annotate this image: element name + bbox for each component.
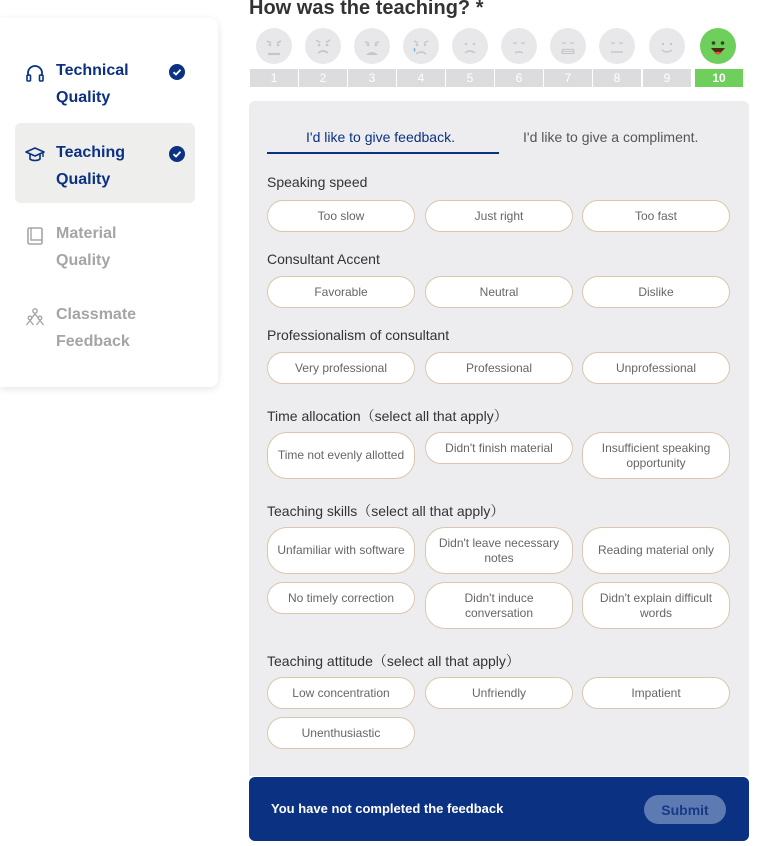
option-unfriendly[interactable]: Unfriendly [425, 677, 573, 709]
happy-face-icon [700, 28, 736, 64]
slightly-sad-face-icon [501, 28, 537, 64]
sad-face-icon [354, 28, 390, 64]
neutral-face-icon [599, 28, 635, 64]
feedback-panel [249, 101, 749, 776]
option-insufficient-speaking-opportunity[interactable]: Insufficient speaking opportunity [582, 432, 730, 479]
rating-face-4[interactable] [403, 28, 439, 64]
rating-face-7[interactable] [550, 28, 586, 64]
feedback-sidebar [0, 18, 218, 387]
rating-face-9[interactable] [649, 28, 685, 64]
tab-give-compliment[interactable]: I'd like to give a compliment. [523, 129, 699, 145]
tab-give-feedback[interactable]: I'd like to give feedback. [306, 129, 455, 145]
graduation-cap-icon [25, 145, 45, 165]
question-title: How was the teaching? * [249, 0, 484, 19]
angry-face-icon [256, 28, 292, 64]
option-just-right[interactable]: Just right [425, 200, 573, 232]
option-unenthusiastic[interactable]: Unenthusiastic [267, 717, 415, 749]
option-impatient[interactable]: Impatient [582, 677, 730, 709]
option-dislike[interactable]: Dislike [582, 276, 730, 308]
rating-face-5[interactable] [452, 28, 488, 64]
sidebar-item-label: Classmate Feedback [56, 306, 137, 350]
rating-number[interactable]: 1 [250, 69, 298, 87]
book-icon [25, 226, 45, 246]
headphones-icon [25, 63, 45, 83]
sidebar-item-teaching-quality[interactable] [15, 123, 195, 203]
sidebar-item-label: Material Quality [56, 225, 117, 269]
option-didnt-explain-difficult-words[interactable]: Didn't explain difficult words [582, 582, 730, 629]
option-unprofessional[interactable]: Unprofessional [582, 352, 730, 384]
option-unfamiliar-with-software[interactable]: Unfamiliar with software [267, 527, 415, 574]
rating-number[interactable]: 6 [495, 69, 543, 87]
option-didnt-induce-conversation[interactable]: Didn't induce conversation [425, 582, 573, 629]
rating-face-6[interactable] [501, 28, 537, 64]
check-circle-icon [169, 146, 185, 162]
option-very-professional[interactable]: Very professional [267, 352, 415, 384]
smile-face-icon [649, 28, 685, 64]
rating-number[interactable]: 4 [397, 69, 445, 87]
rating-number[interactable]: 8 [593, 69, 641, 87]
section-title-speaking-speed: Speaking speed [267, 174, 368, 190]
submit-bar [249, 777, 749, 841]
grimace-face-icon [550, 28, 586, 64]
rating-number[interactable]: 2 [299, 69, 347, 87]
completion-status: You have not completed the feedback [271, 801, 504, 816]
check-circle-icon [169, 64, 185, 80]
sidebar-item-technical-quality[interactable] [15, 41, 195, 121]
option-didnt-leave-notes[interactable]: Didn't leave necessary notes [425, 527, 573, 574]
section-title-consultant-accent: Consultant Accent [267, 251, 380, 267]
section-title-professionalism: Professionalism of consultant [267, 327, 450, 343]
rating-number-selected[interactable]: 10 [695, 69, 743, 87]
rating-face-8[interactable] [599, 28, 635, 64]
sidebar-item-material-quality[interactable] [15, 204, 195, 284]
option-too-slow[interactable]: Too slow [267, 200, 415, 232]
section-title-teaching-attitude: Teaching attitude（select all that apply） [267, 653, 520, 669]
section-title-time-allocation: Time allocation（select all that apply） [267, 408, 508, 424]
sidebar-item-label: Technical Quality [56, 62, 129, 106]
rating-scale [249, 28, 744, 88]
rating-face-1[interactable] [256, 28, 292, 64]
option-no-timely-correction[interactable]: No timely correction [267, 582, 415, 614]
option-reading-material-only[interactable]: Reading material only [582, 527, 730, 574]
option-didnt-finish-material[interactable]: Didn't finish material [425, 432, 573, 464]
rating-face-3[interactable] [354, 28, 390, 64]
rating-face-2[interactable] [305, 28, 341, 64]
option-time-not-evenly-allotted[interactable]: Time not evenly allotted [267, 432, 415, 479]
option-neutral[interactable]: Neutral [425, 276, 573, 308]
option-professional[interactable]: Professional [425, 352, 573, 384]
unhappy-face-icon [452, 28, 488, 64]
option-favorable[interactable]: Favorable [267, 276, 415, 308]
rating-number[interactable]: 5 [446, 69, 494, 87]
sidebar-item-classmate-feedback[interactable] [15, 285, 195, 365]
submit-button[interactable]: Submit [644, 795, 726, 824]
people-icon [25, 307, 45, 327]
sidebar-item-label: Teaching Quality [56, 144, 126, 188]
option-low-concentration[interactable]: Low concentration [267, 677, 415, 709]
option-too-fast[interactable]: Too fast [582, 200, 730, 232]
section-title-teaching-skills: Teaching skills（select all that apply） [267, 503, 505, 519]
rating-face-10[interactable] [700, 28, 736, 64]
rating-number[interactable]: 3 [348, 69, 396, 87]
crying-face-icon [403, 28, 439, 64]
rating-number[interactable]: 9 [643, 69, 691, 87]
active-tab-indicator [267, 152, 499, 154]
rating-number[interactable]: 7 [544, 69, 592, 87]
frown-face-icon [305, 28, 341, 64]
